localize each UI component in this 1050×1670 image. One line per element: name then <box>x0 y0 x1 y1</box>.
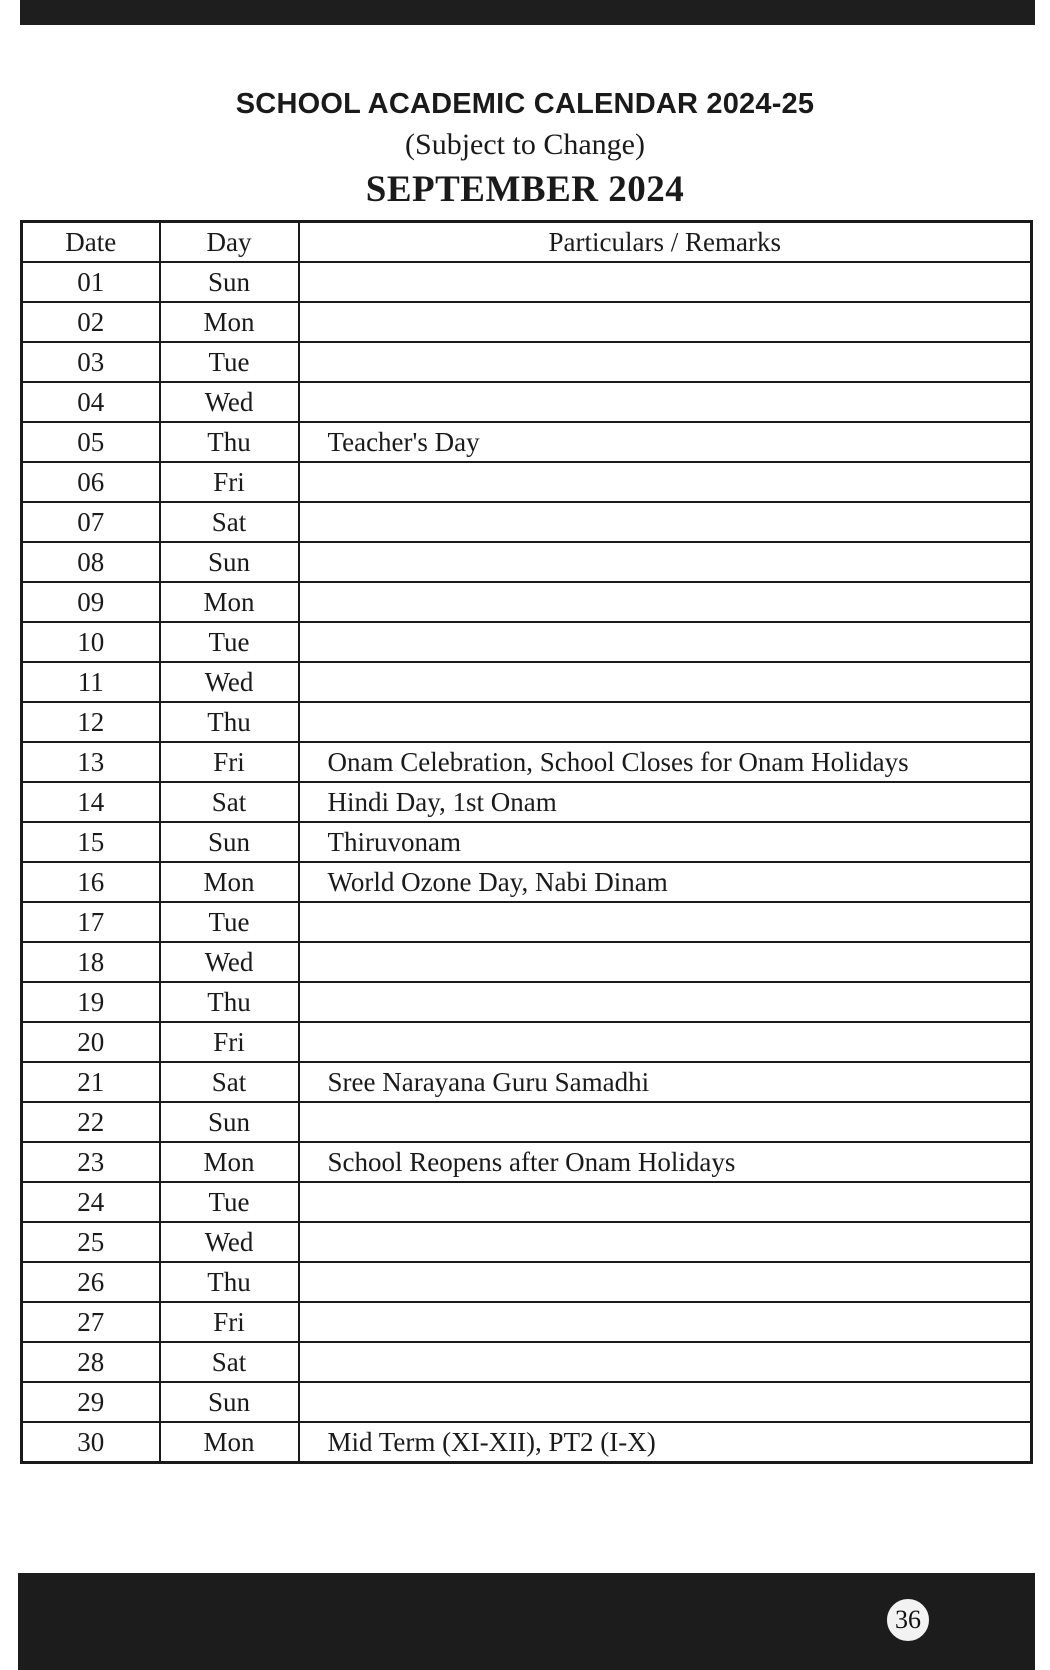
remark-cell <box>299 1342 1032 1382</box>
date-cell: 04 <box>22 382 160 422</box>
day-cell: Mon <box>160 1142 299 1182</box>
remark-cell <box>299 982 1032 1022</box>
table-row <box>22 422 1032 462</box>
remark-cell: Sree Narayana Guru Samadhi <box>299 1062 1032 1102</box>
day-cell: Tue <box>160 902 299 942</box>
remark-cell <box>299 382 1032 422</box>
table-row <box>22 982 1032 1022</box>
remark-cell <box>299 902 1032 942</box>
date-cell: 23 <box>22 1142 160 1182</box>
date-cell: 15 <box>22 822 160 862</box>
table-row <box>22 582 1032 622</box>
day-cell: Fri <box>160 742 299 782</box>
table-row <box>22 382 1032 422</box>
top-decorative-bar <box>20 0 1035 25</box>
document-title: SCHOOL ACADEMIC CALENDAR 2024-25 <box>235 88 815 120</box>
remark-cell <box>299 1102 1032 1142</box>
column-header-date: Date <box>22 222 160 263</box>
remark-cell <box>299 1222 1032 1262</box>
day-cell: Sun <box>160 262 299 302</box>
date-cell: 11 <box>22 662 160 702</box>
column-header-remarks: Particulars / Remarks <box>299 222 1032 263</box>
day-cell: Sat <box>160 782 299 822</box>
remark-cell <box>299 262 1032 302</box>
date-cell: 12 <box>22 702 160 742</box>
date-cell: 01 <box>22 262 160 302</box>
date-cell: 03 <box>22 342 160 382</box>
table-row <box>22 1102 1032 1142</box>
day-cell: Sun <box>160 1102 299 1142</box>
calendar-body <box>22 262 1032 1463</box>
day-cell: Wed <box>160 942 299 982</box>
table-row <box>22 1022 1032 1062</box>
date-cell: 02 <box>22 302 160 342</box>
date-cell: 29 <box>22 1382 160 1422</box>
remark-cell <box>299 942 1032 982</box>
day-cell: Wed <box>160 1222 299 1262</box>
date-cell: 14 <box>22 782 160 822</box>
table-row <box>22 942 1032 982</box>
date-cell: 26 <box>22 1262 160 1302</box>
day-cell: Tue <box>160 622 299 662</box>
day-cell: Thu <box>160 422 299 462</box>
table-row <box>22 1422 1032 1463</box>
date-cell: 05 <box>22 422 160 462</box>
table-row <box>22 502 1032 542</box>
remark-cell <box>299 1382 1032 1422</box>
table-row <box>22 822 1032 862</box>
bottom-decorative-bar <box>18 1573 1035 1670</box>
day-cell: Thu <box>160 1262 299 1302</box>
month-heading: SEPTEMBER 2024 <box>365 169 685 210</box>
day-cell: Wed <box>160 382 299 422</box>
table-row <box>22 462 1032 502</box>
date-cell: 08 <box>22 542 160 582</box>
table-row <box>22 542 1032 582</box>
date-cell: 09 <box>22 582 160 622</box>
remark-cell <box>299 462 1032 502</box>
date-cell: 27 <box>22 1302 160 1342</box>
remark-cell: Hindi Day, 1st Onam <box>299 782 1032 822</box>
table-row <box>22 1062 1032 1102</box>
remark-cell <box>299 1302 1032 1342</box>
day-cell: Tue <box>160 1182 299 1222</box>
remark-cell: Teacher's Day <box>299 422 1032 462</box>
day-cell: Thu <box>160 702 299 742</box>
remark-cell <box>299 622 1032 662</box>
remark-cell <box>299 1182 1032 1222</box>
date-cell: 21 <box>22 1062 160 1102</box>
date-cell: 06 <box>22 462 160 502</box>
day-cell: Sun <box>160 1382 299 1422</box>
date-cell: 07 <box>22 502 160 542</box>
day-cell: Sat <box>160 502 299 542</box>
day-cell: Sat <box>160 1342 299 1382</box>
date-cell: 28 <box>22 1342 160 1382</box>
table-row <box>22 1182 1032 1222</box>
day-cell: Fri <box>160 1302 299 1342</box>
table-row <box>22 1342 1032 1382</box>
remark-cell <box>299 662 1032 702</box>
date-cell: 25 <box>22 1222 160 1262</box>
remark-cell: World Ozone Day, Nabi Dinam <box>299 862 1032 902</box>
table-row <box>22 782 1032 822</box>
day-cell: Tue <box>160 342 299 382</box>
remark-cell <box>299 1022 1032 1062</box>
table-row <box>22 662 1032 702</box>
day-cell: Thu <box>160 982 299 1022</box>
table-row <box>22 702 1032 742</box>
day-cell: Mon <box>160 302 299 342</box>
remark-cell: Thiruvonam <box>299 822 1032 862</box>
day-cell: Sat <box>160 1062 299 1102</box>
day-cell: Fri <box>160 462 299 502</box>
day-cell: Sun <box>160 542 299 582</box>
table-row <box>22 262 1032 302</box>
date-cell: 10 <box>22 622 160 662</box>
date-cell: 19 <box>22 982 160 1022</box>
table-row <box>22 302 1032 342</box>
day-cell: Wed <box>160 662 299 702</box>
date-cell: 13 <box>22 742 160 782</box>
remark-cell <box>299 342 1032 382</box>
date-cell: 20 <box>22 1022 160 1062</box>
calendar-table <box>20 220 1033 1464</box>
table-row <box>22 1222 1032 1262</box>
table-row <box>22 742 1032 782</box>
table-header-row <box>22 222 1032 263</box>
document-subtitle: (Subject to Change) <box>405 128 645 161</box>
table-row <box>22 622 1032 662</box>
remark-cell <box>299 582 1032 622</box>
table-row <box>22 1302 1032 1342</box>
day-cell: Fri <box>160 1022 299 1062</box>
table-row <box>22 342 1032 382</box>
date-cell: 16 <box>22 862 160 902</box>
date-cell: 24 <box>22 1182 160 1222</box>
remark-cell: School Reopens after Onam Holidays <box>299 1142 1032 1182</box>
remark-cell <box>299 502 1032 542</box>
day-cell: Sun <box>160 822 299 862</box>
remark-cell <box>299 302 1032 342</box>
remark-cell: Mid Term (XI-XII), PT2 (I-X) <box>299 1422 1032 1463</box>
table-row <box>22 902 1032 942</box>
remark-cell <box>299 1262 1032 1302</box>
table-row <box>22 1142 1032 1182</box>
page-number: 36 <box>885 1597 931 1643</box>
table-row <box>22 862 1032 902</box>
date-cell: 22 <box>22 1102 160 1142</box>
table-row <box>22 1382 1032 1422</box>
remark-cell <box>299 542 1032 582</box>
remark-cell: Onam Celebration, School Closes for Onam Holidays <box>299 742 1032 782</box>
table-row <box>22 1262 1032 1302</box>
remark-cell <box>299 702 1032 742</box>
date-cell: 30 <box>22 1422 160 1463</box>
column-header-day: Day <box>160 222 299 263</box>
day-cell: Mon <box>160 1422 299 1463</box>
day-cell: Mon <box>160 582 299 622</box>
date-cell: 17 <box>22 902 160 942</box>
date-cell: 18 <box>22 942 160 982</box>
day-cell: Mon <box>160 862 299 902</box>
